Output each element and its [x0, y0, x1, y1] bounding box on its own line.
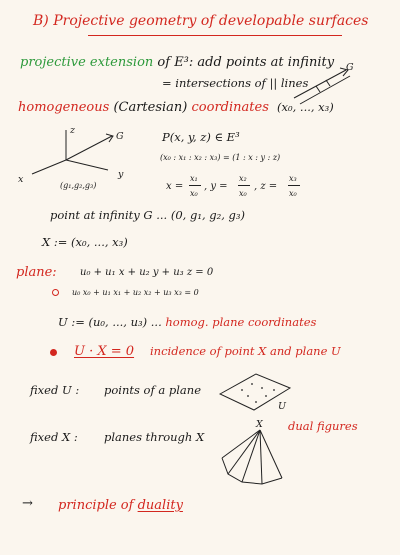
- u-definition: [58, 317, 316, 329]
- section-title: B) Projective geometry of developable surfaces: [33, 13, 369, 29]
- homogeneous-line: [18, 101, 334, 114]
- fraction-bar-y: [238, 185, 250, 186]
- axis-x-label: x: [18, 174, 24, 185]
- fixed-x-label: fixed X :: [30, 430, 78, 444]
- axis-y-label: y: [118, 169, 124, 180]
- cartesian-paren: (Cartesian): [113, 100, 188, 115]
- planes-through-point-sketch: [220, 428, 290, 488]
- plane-label: plane:: [16, 265, 57, 280]
- plane-equation-2: u₀ x₀ + u₁ x₁ + u₂ x₂ + u₃ x₃ = 0: [72, 288, 199, 297]
- coordinates-word: coordinates: [191, 100, 269, 115]
- formula-x-den: x₀: [190, 189, 198, 198]
- u-tuple: U := (u₀, ..., u₃) ...: [58, 315, 162, 329]
- formula-y-den: x₀: [239, 189, 247, 198]
- projective-extension-term: projective extension: [20, 55, 154, 70]
- plane-equation-1: u₀ + u₁ x + u₂ y + u₃ z = 0: [80, 267, 214, 278]
- formula-z-num: x₃: [289, 174, 297, 183]
- incidence-formula: U · X = 0: [74, 344, 135, 359]
- x-point-label: X: [256, 419, 263, 430]
- formula-x-lhs: x =: [166, 181, 184, 192]
- duality-arrow: →: [22, 496, 33, 511]
- of-word: of: [157, 55, 171, 70]
- g-tuple-label: (g₁,g₂,g₃): [60, 181, 97, 190]
- bullet-dot-icon: [50, 349, 57, 356]
- homog-plane-coords: homog. plane coordinates: [165, 315, 317, 329]
- homogeneous-term: homogeneous: [18, 100, 110, 115]
- incidence-label: incidence of point X and plane U: [150, 344, 341, 358]
- fixed-x-text: planes through X: [104, 430, 205, 444]
- fixed-u-text: points of a plane: [104, 383, 202, 397]
- formula-y-lhs: , y =: [204, 181, 228, 192]
- x-definition: X := (x₀, ..., x₃): [42, 235, 128, 249]
- formula-x-num: x₁: [190, 174, 198, 183]
- g-label-axes: G: [116, 131, 124, 142]
- formula-z-lhs: , z =: [254, 181, 278, 192]
- extension-explanation: = intersections of || lines: [162, 76, 309, 90]
- marker-circle-icon: [52, 289, 59, 296]
- coordinate-tuple: (x₀, ..., x₃): [277, 100, 334, 114]
- point-at-infinity: point at infinity G ... (0, g₁, g₂, g₃): [50, 208, 245, 222]
- fraction-bar-x: [189, 185, 201, 186]
- formula-z-den: x₀: [289, 189, 297, 198]
- fraction-bar-z: [288, 185, 300, 186]
- dual-figures-note: dual figures: [288, 419, 358, 433]
- fixed-u-label: fixed U :: [30, 383, 80, 397]
- g-label-top: G: [346, 62, 354, 73]
- duality-word: duality: [137, 498, 183, 513]
- title-underline: [88, 35, 342, 36]
- axis-z-label: z: [70, 125, 76, 136]
- space-symbol: E³: [174, 55, 189, 70]
- point-definition: P(x, y, z) ∈ E³: [162, 130, 240, 144]
- extension-rest: : add points at infinity: [188, 55, 335, 70]
- incidence-text: [150, 346, 341, 358]
- principle-of-text: principle of: [58, 498, 134, 513]
- projective-extension-line: [20, 56, 334, 69]
- formula-y-num: x₂: [239, 174, 247, 183]
- duality-line: [58, 499, 183, 512]
- u-plane-label: U: [278, 401, 287, 412]
- ratio-equation: (x₀ : x₁ : x₂ : x₃) = (1 : x : y : z): [160, 153, 281, 162]
